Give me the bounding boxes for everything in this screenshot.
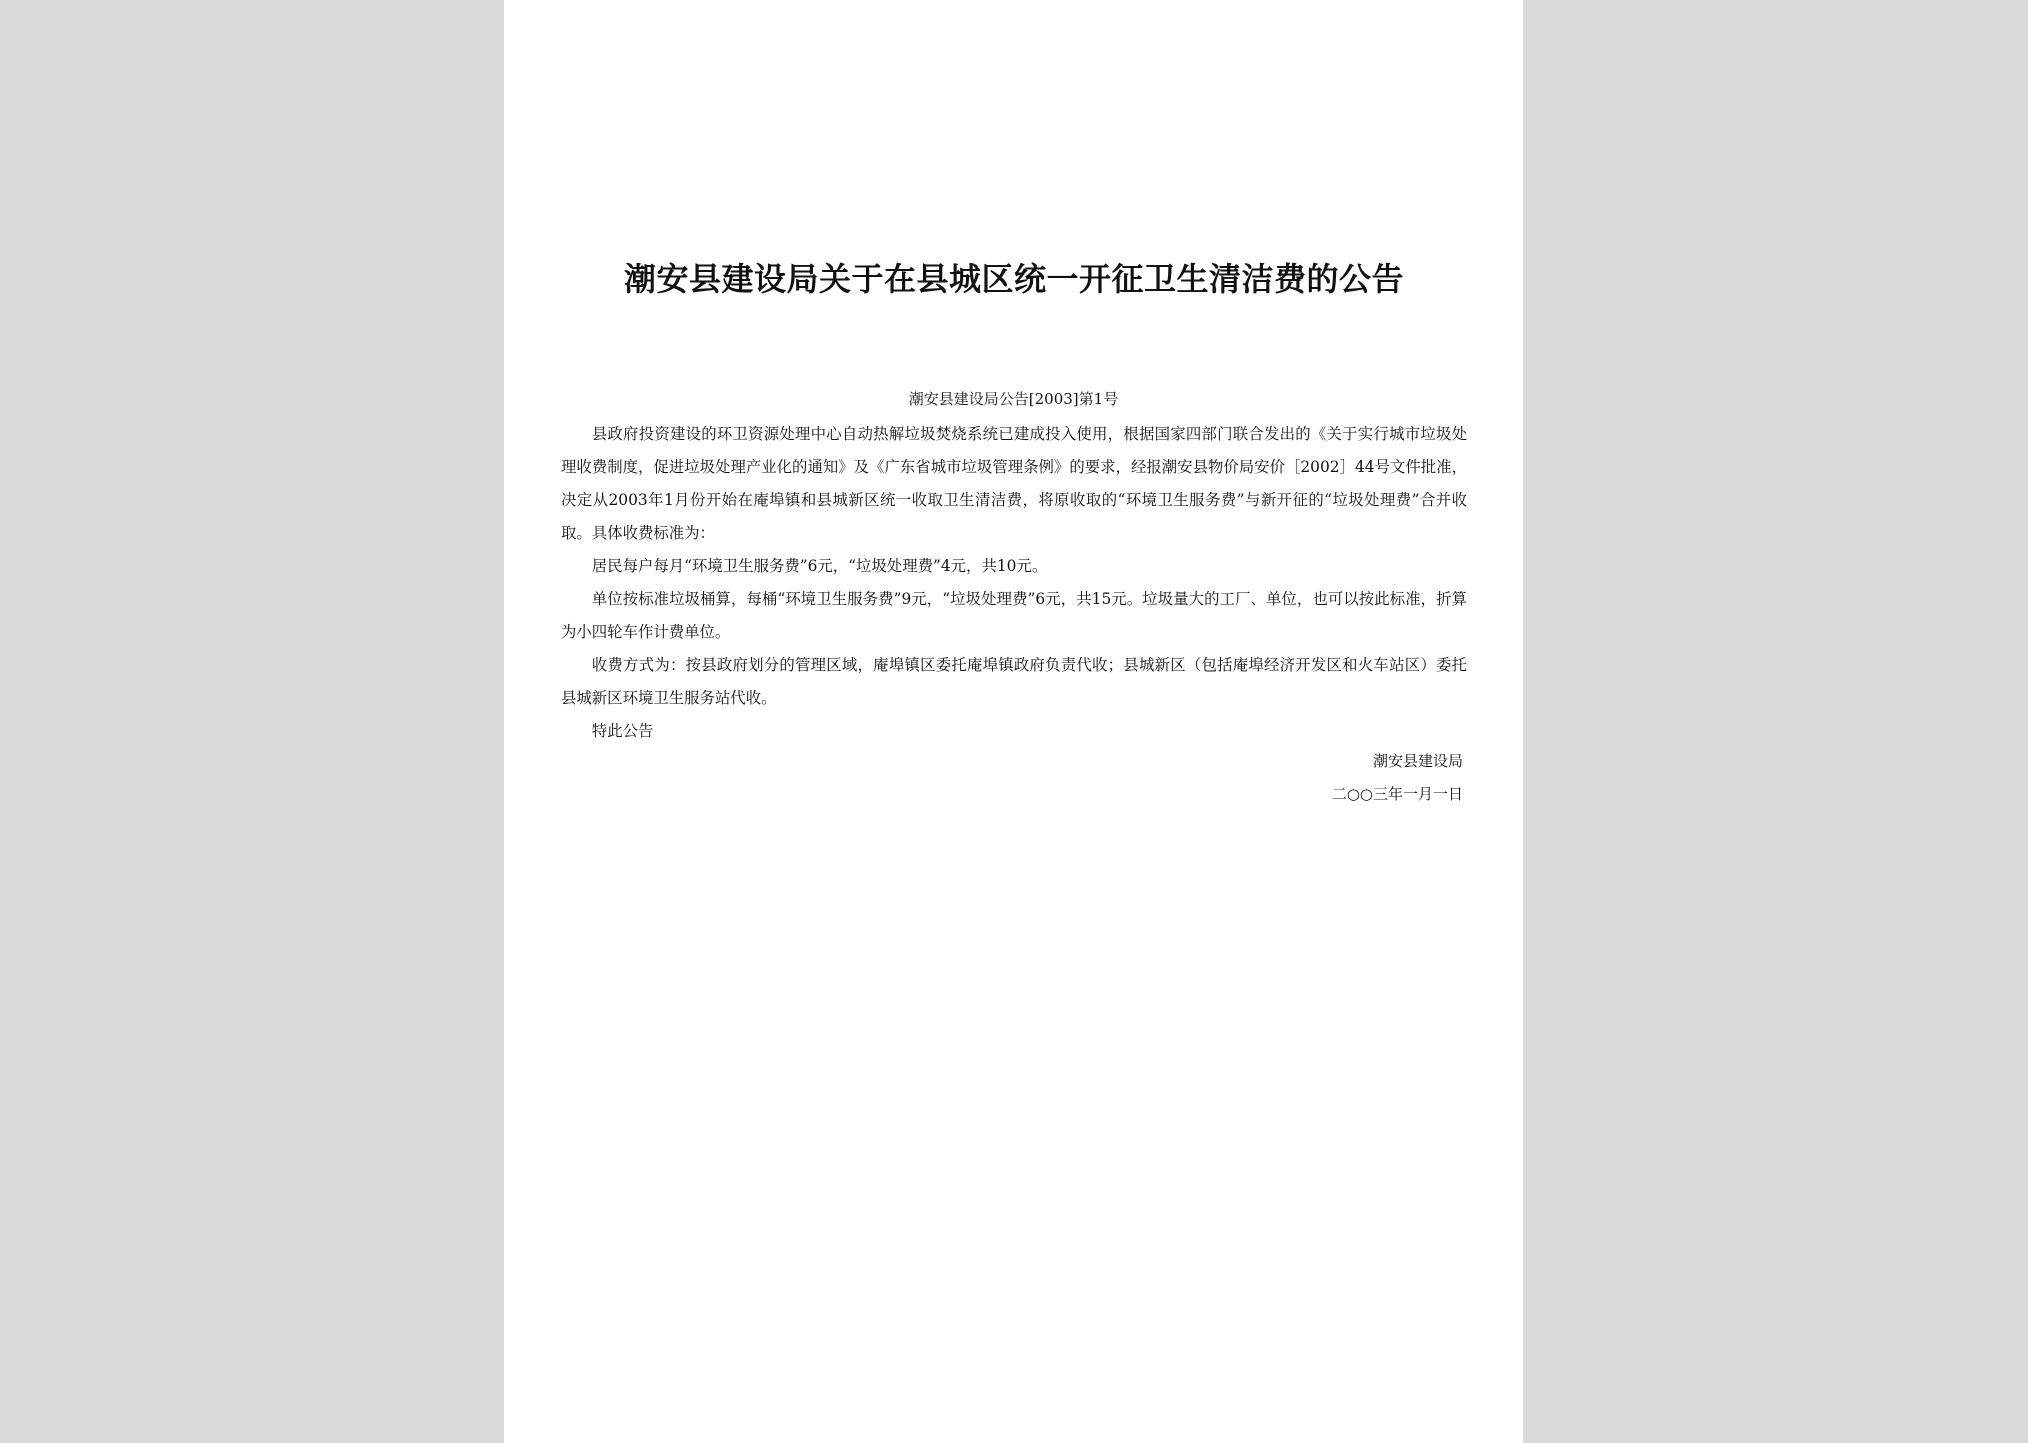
document-body	[561, 418, 1467, 748]
paragraph-unit-fee: 单位按标准垃圾桶算，每桶“环境卫生服务费”9元，“垃圾处理费”6元，共15元。垃圾量大的工厂、单位，也可以按此标准，折算为小四轮车作计费单位。	[561, 590, 1467, 641]
issue-date: 二○○三年一月一日	[1331, 785, 1463, 803]
paragraph-intro: 县政府投资建设的环卫资源处理中心自动热解垃圾焚烧系统已建成投入使用，根据国家四部门联合发出的《关于实行城市垃圾处理收费制度，促进垃圾处理产业化的通知》及《广东省城市垃圾管理条例》的要求，经报潮安县物价局安价［2002］44号文件批准，决定从2003年1月份开始在庵埠镇和县城新区统一收取卫生清洁费，将原收取的“环境卫生服务费”与新开征的“垃圾处理费”合并收取。具体收费标准为：	[561, 425, 1467, 542]
document-number: 潮安县建设局公告[2003]第1号	[908, 390, 1119, 408]
document-title: 潮安县建设局关于在县城区统一开征卫生清洁费的公告	[623, 260, 1404, 298]
paragraph-closing: 特此公告	[591, 722, 654, 740]
paragraph-resident-fee: 居民每户每月“环境卫生服务费”6元，“垃圾处理费”4元，共10元。	[591, 557, 1048, 575]
signature-block	[1332, 745, 1463, 811]
document-page	[504, 0, 1523, 1443]
issuer-name: 潮安县建设局	[1372, 752, 1463, 770]
paragraph-collection-method: 收费方式为：按县政府划分的管理区域，庵埠镇区委托庵埠镇政府负责代收；县城新区（包括庵埠经济开发区和火车站区）委托县城新区环境卫生服务站代收。	[561, 656, 1467, 707]
